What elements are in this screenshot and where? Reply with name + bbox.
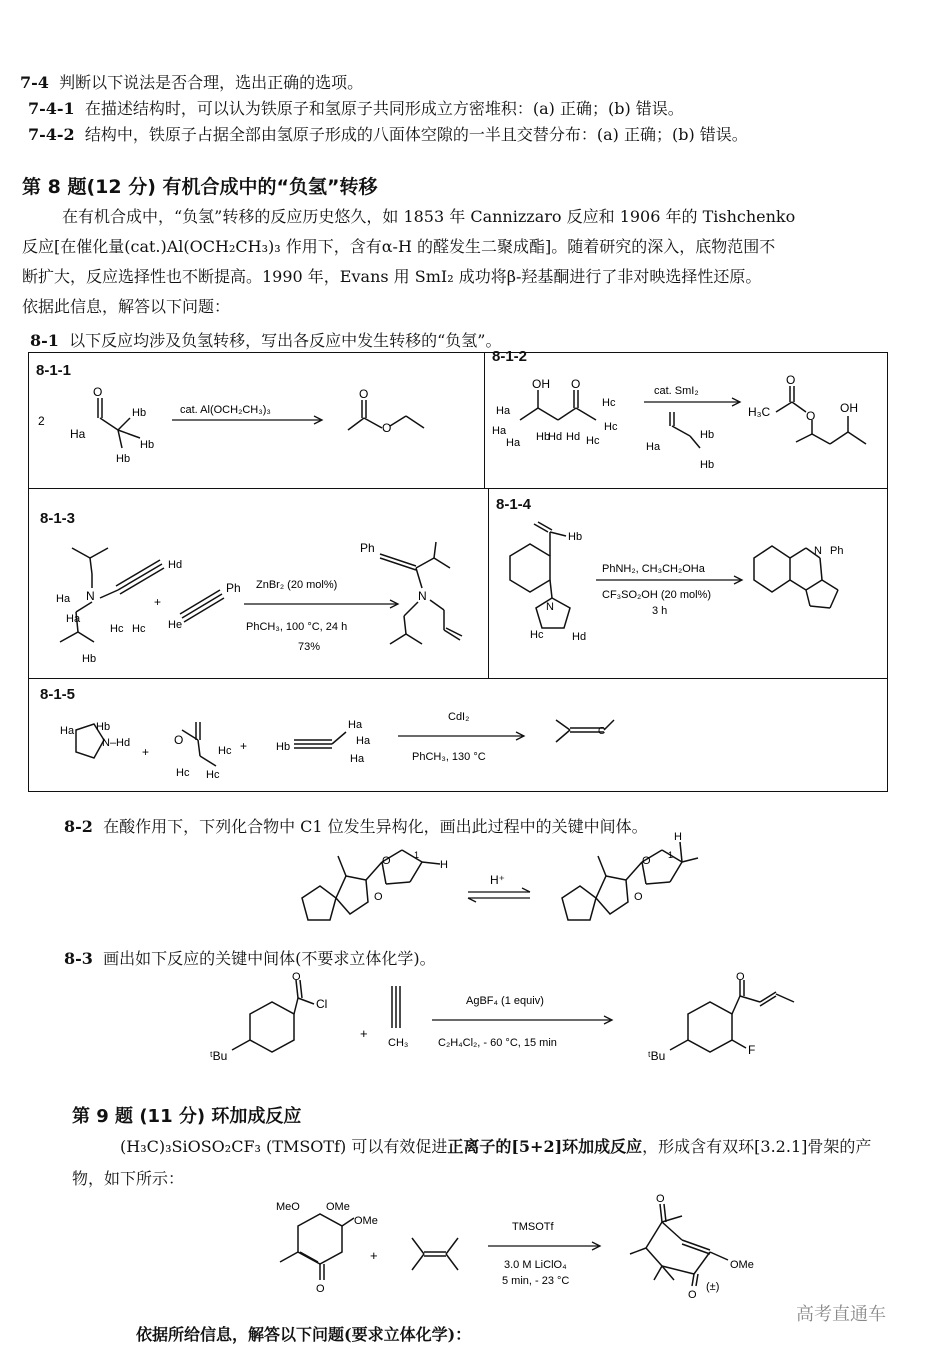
c1-label-left: 1 — [414, 850, 420, 860]
quinone-ketal-structure — [280, 1214, 354, 1280]
meo-label: MeO — [276, 1201, 300, 1213]
acetone-structure — [182, 722, 216, 766]
propyne-structure — [294, 732, 346, 748]
label-hb-alkyne: Hb — [276, 741, 291, 753]
cell-label-8-1-2: 8-1-2 — [492, 348, 528, 365]
propanal-under-arrow — [670, 412, 700, 448]
c1-label-right: 1 — [668, 850, 674, 860]
acyl-cl: Cl — [316, 997, 328, 1011]
tetramethylethylene — [412, 1238, 458, 1270]
hydroxyketone-structure — [520, 390, 596, 420]
racemic-label: (±) — [706, 1281, 720, 1293]
label-ha: Ha — [60, 725, 75, 737]
cond-top-8-1-3: ZnBr₂ (20 mol%) — [256, 579, 338, 591]
label-hc-2: Hc — [604, 421, 618, 433]
tbu-right: ᵗBu — [648, 1049, 666, 1063]
label-hc-3: Hc — [586, 435, 600, 447]
watermark: 高考直通车 — [796, 1304, 886, 1325]
label-hb-top: Hb — [132, 407, 147, 419]
label-ha-2: Ha — [66, 613, 81, 625]
q7-4-line — [20, 70, 363, 93]
label-ha: Ha — [70, 427, 86, 441]
label-hc-2: Hc — [176, 767, 190, 779]
q8-title: 第 8 题(12 分) 有机合成中的“负氢”转移 — [22, 176, 378, 198]
q7-4-1-text: 在描述结构时，可以认为铁原子和氢原子共同形成立方密堆积：(a) 正确；(b) 错误。 — [84, 99, 684, 118]
ome-top-label: OMe — [326, 1201, 350, 1213]
equilibrium-arrows — [468, 888, 530, 902]
spiro-o-2: O — [382, 855, 391, 867]
propyne-reagent — [392, 986, 400, 1028]
q9-line-2: 物，如下所示： — [72, 1169, 185, 1188]
label-hb-right: Hb — [140, 439, 155, 451]
h-label-left: H — [440, 859, 448, 871]
cond-bot-8-1-3: PhCH₃, 100 °C, 24 h — [246, 621, 348, 633]
ester-o-top: O — [786, 373, 796, 387]
cond-mid-9: 3.0 M LiClO₄ — [504, 1259, 567, 1271]
label-ha-3: Ha — [506, 437, 521, 449]
ester-o: O — [382, 421, 392, 435]
spiroketal-right — [562, 842, 698, 920]
label-ha-3: Ha — [350, 753, 365, 765]
h-label-right: H — [674, 831, 682, 843]
q9-line-1b: 正离子的[5+2]环加成反应 — [447, 1137, 643, 1156]
plus-9: + — [370, 1248, 378, 1263]
q7-4-text: 判断以下说法是否合理，选出正确的选项。 — [59, 73, 364, 92]
q7-4-1-line — [28, 96, 684, 119]
aminobenzaldehyde-structure — [510, 522, 570, 628]
oh-label: OH — [532, 377, 550, 391]
tetrahydroquinazoline-product — [754, 546, 838, 608]
q9-footer: 依据所给信息，解答以下问题(要求立体化学)： — [136, 1325, 472, 1344]
grid-line-h2 — [28, 678, 888, 679]
spiro-o-3: O — [634, 891, 643, 903]
q9-line-1 — [120, 1134, 871, 1157]
q7-4-2-number: 7-4-2 — [28, 125, 75, 144]
product-f: F — [748, 1043, 756, 1057]
arrow-8-1-1 — [172, 416, 322, 424]
cond-8-1-1: cat. Al(OCH₂CH₃)₃ — [180, 404, 271, 416]
label-hb: Hb — [96, 721, 111, 733]
ph-product: Ph — [360, 541, 375, 555]
allene-carbon: C — [598, 726, 606, 737]
tbu-left: ᵗBu — [210, 1049, 228, 1063]
spiro-o-4: O — [642, 855, 651, 867]
q8-intro-line-4: 依据此信息，解答以下问题： — [22, 297, 231, 316]
label-hc-1: Hc — [110, 623, 124, 635]
bicyclic-product — [630, 1204, 728, 1286]
label-hb-bottom: Hb — [116, 453, 131, 465]
reaction-8-3 — [200, 970, 820, 1080]
arrow-8-1-4 — [596, 576, 742, 584]
label-hc-1: Hc — [602, 397, 616, 409]
product-ome: OMe — [730, 1259, 754, 1271]
grid-line-v2 — [488, 488, 489, 678]
cell-label-8-1-3: 8-1-3 — [40, 510, 76, 527]
label-ha-ald: Ha — [646, 441, 661, 453]
arrow-8-1-2 — [644, 398, 740, 406]
label-hb-ald: Hb — [700, 429, 715, 441]
arrow-8-1-3 — [244, 600, 398, 608]
label-ha-1: Ha — [496, 405, 511, 417]
q8-2-text: 在酸作用下，下列化合物中 C1 位发生异构化，画出此过程中的关键中间体。 — [103, 817, 648, 836]
spiroketal-left — [302, 850, 440, 920]
product-ph: Ph — [830, 545, 844, 557]
q7-4-2-line — [28, 122, 748, 145]
label-hb: Hb — [536, 431, 551, 443]
cond-bot-8-3: C₂H₄Cl₂, - 60 °C, 15 min — [438, 1037, 557, 1049]
cond-bot-9: 5 min, - 23 °C — [502, 1275, 570, 1287]
product-h3c: H₃C — [748, 405, 771, 419]
plus-8-3: + — [360, 1026, 368, 1041]
acetone-o: O — [174, 733, 184, 747]
q8-2-number: 8-2 — [64, 817, 93, 836]
cond-top-9: TMSOTf — [512, 1221, 554, 1233]
label-hc-1: Hc — [218, 745, 232, 757]
coefficient-2: 2 — [38, 414, 45, 428]
acyl-o: O — [292, 971, 301, 983]
pyrrolidine-n: N — [546, 601, 554, 613]
plus-2: + — [240, 739, 248, 753]
ch3-label: CH₃ — [388, 1037, 409, 1049]
q8-intro-line-3: 断扩大，反应选择性也不断提高。1990 年，Evans 用 SmI₂ 成功将β-羟基酮进行了非对映选择性还原。 — [22, 267, 762, 286]
catalyst-h-plus: H⁺ — [490, 873, 505, 887]
ph-reagent: Ph — [226, 581, 241, 595]
q7-4-2-text: 结构中，铁原子占据全部由氢原子形成的八面体空隙的一半且交替分布：(a) 正确；(b) 错误。 — [84, 125, 748, 144]
product-ketone-o: O — [688, 1289, 697, 1301]
reaction-8-1-3 — [32, 532, 482, 672]
reaction-8-1-4 — [490, 516, 886, 676]
cond-top-8-3: AgBF₄ (1 equiv) — [466, 995, 544, 1007]
cond-top-8-1-5: CdI₂ — [448, 711, 470, 723]
grid-line-h1 — [28, 488, 888, 489]
bridge-o: O — [656, 1193, 665, 1205]
q8-intro-line-1: 在有机合成中，“负氢”转移的反应历史悠久，如 1853 年 Cannizzaro 反应和 1906 年的 Tishchenko — [62, 207, 796, 226]
q8-3-number: 8-3 — [64, 949, 93, 968]
q8-intro — [22, 202, 912, 322]
phenylacetylene — [180, 590, 224, 622]
label-hd-1: Hd — [548, 431, 563, 443]
label-ha-2: Ha — [492, 425, 507, 437]
q9-title: 第 9 题 (11 分) 环加成反应 — [72, 1106, 302, 1127]
amine-n: N — [86, 589, 95, 603]
grid-line-v1 — [484, 352, 485, 488]
plus-1: + — [142, 745, 150, 759]
ome-side-label: OMe — [354, 1215, 378, 1227]
diol-monoester-product — [776, 386, 866, 444]
q8-intro-line-2: 反应[在催化量(cat.)Al(OCH₂CH₃)₃ 作用下，含有α-H 的醛发生二聚成酯]。随着研究的深入，底物范围不 — [22, 237, 776, 256]
arrow-9 — [488, 1242, 600, 1250]
reaction-8-1-1 — [30, 370, 480, 485]
arrow-8-1-5 — [398, 732, 524, 740]
cell-label-8-1-4: 8-1-4 — [496, 496, 532, 513]
label-ha: Ha — [56, 593, 71, 605]
q9-line-1a: (H₃C)₃SiOSO₂CF₃ (TMSOTf) 可以有效促进 — [120, 1137, 448, 1156]
allene-product — [556, 720, 614, 742]
aldehyde-oxygen: O — [93, 385, 103, 399]
label-he: He — [168, 619, 183, 631]
q8-1-text: 以下反应均涉及负氢转移，写出各反应中发生转移的“负氢”。 — [69, 331, 502, 350]
quinone-o: O — [316, 1283, 325, 1295]
acyl-chloride-structure — [232, 980, 314, 1052]
label-hc: Hc — [530, 629, 544, 641]
product-n: N — [418, 589, 427, 603]
cond-bot-8-1-5: PhCH₃, 130 °C — [412, 751, 486, 763]
spiro-o-1: O — [374, 891, 383, 903]
product-n: N — [814, 545, 822, 557]
ester-o-link: O — [806, 409, 816, 423]
label-hd: Hd — [168, 559, 183, 571]
propanal-structure — [98, 398, 140, 448]
q7-4-number: 7-4 — [20, 73, 49, 92]
ester-carbonyl-o: O — [359, 387, 369, 401]
cond-mid-8-1-4: CF₃SO₂OH (20 mol%) — [602, 589, 711, 601]
arrow-8-3 — [432, 1016, 612, 1024]
q8-3-text: 画出如下反应的关键中间体(不要求立体化学)。 — [103, 949, 436, 968]
ketone-o: O — [571, 377, 581, 391]
product-o: O — [736, 971, 745, 983]
reaction-8-1-2 — [486, 364, 886, 484]
cell-label-8-1-1: 8-1-1 — [36, 362, 72, 379]
yield-8-1-3: 73% — [298, 641, 321, 653]
label-hb-ald-2: Hb — [700, 459, 715, 471]
label-hc-3: Hc — [206, 769, 220, 781]
label-hc-2: Hc — [132, 623, 146, 635]
cond-top-8-1-4: PhNH₂, CH₃CH₂OHa — [602, 563, 705, 575]
fluoro-enone-product — [670, 980, 794, 1052]
q8-3-line — [64, 946, 436, 969]
q8-1-line — [30, 328, 501, 351]
label-hd-2: Hd — [566, 431, 581, 443]
q8-1-number: 8-1 — [30, 331, 59, 350]
nh-label: N–Hd — [102, 737, 131, 749]
label-hd: Hd — [572, 631, 587, 643]
q9-line-1c: ，形成含有双环[3.2.1]骨架的产 — [642, 1137, 872, 1156]
cell-label-8-1-5: 8-1-5 — [40, 686, 76, 703]
cond-bot-8-1-4: 3 h — [652, 605, 668, 617]
label-hb: Hb — [568, 531, 583, 543]
reaction-9 — [250, 1188, 810, 1308]
cond-8-1-2: cat. SmI₂ — [654, 385, 699, 397]
label-ha-2: Ha — [356, 735, 371, 747]
q7-4-1-number: 7-4-1 — [28, 99, 75, 118]
label-ha-1: Ha — [348, 719, 363, 731]
reaction-8-2 — [290, 828, 730, 940]
product-oh: OH — [840, 401, 858, 415]
reaction-8-1-5 — [32, 700, 882, 788]
label-hb: Hb — [82, 653, 97, 665]
plus-8-1-3: + — [154, 595, 162, 609]
